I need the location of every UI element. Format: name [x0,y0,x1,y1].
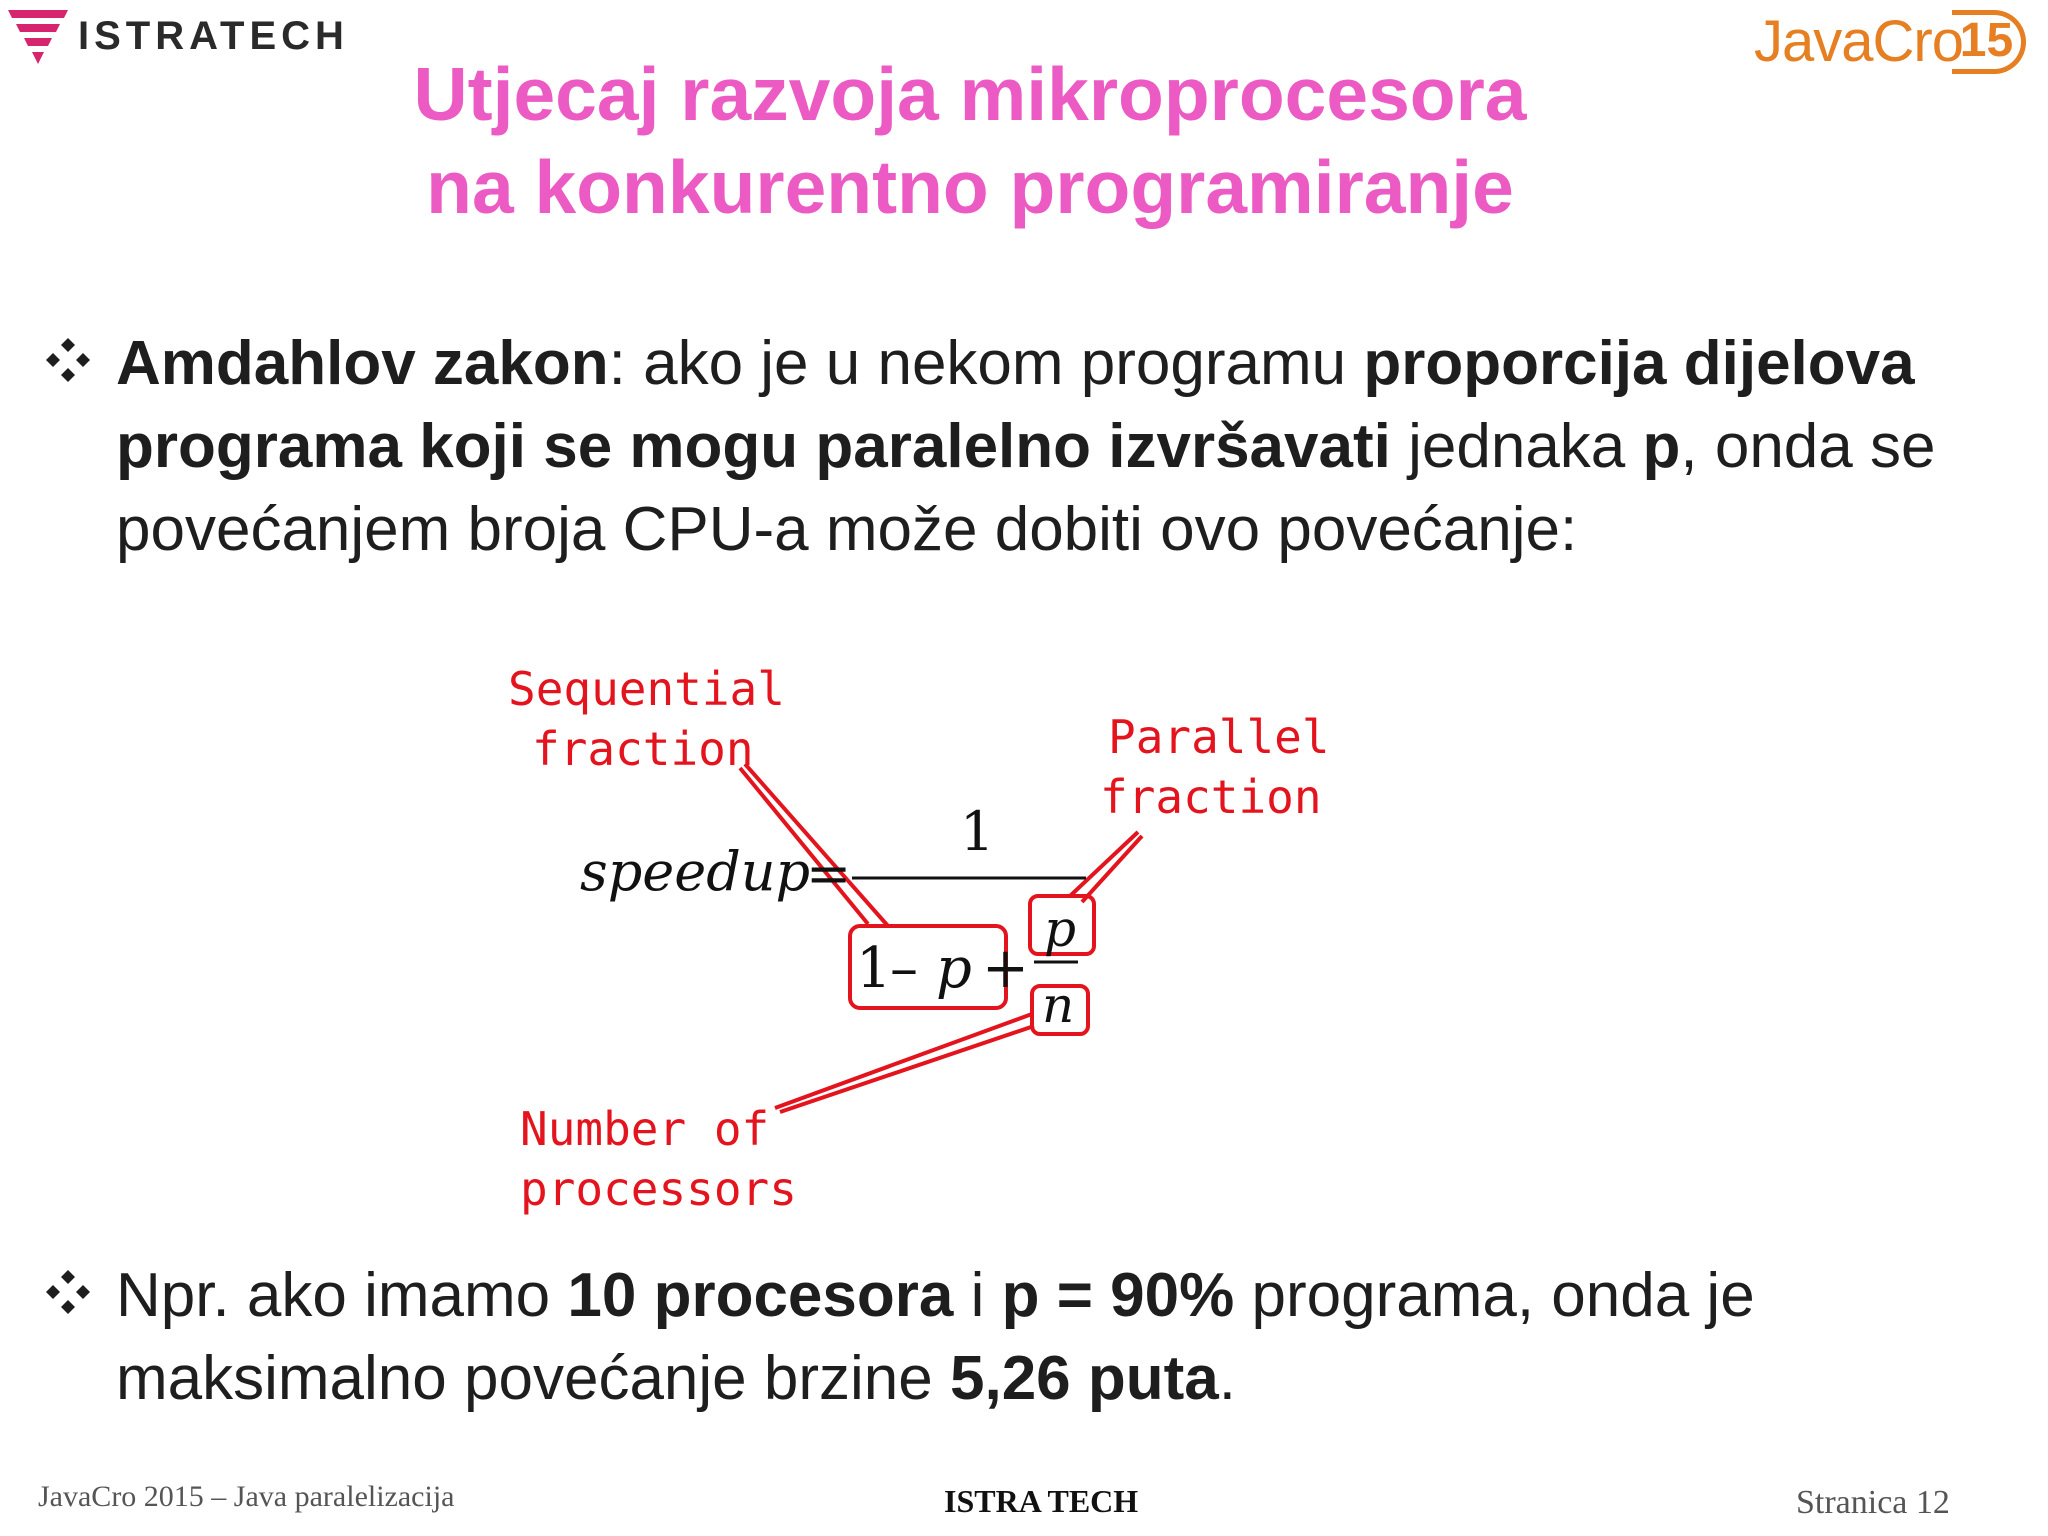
footer-center: ISTRA TECH [944,1483,1139,1519]
slide-title [330,48,1610,234]
annotation-sequential-line2: fraction [532,722,754,776]
term-p-value: p = 90% [1001,1261,1235,1330]
javacro-logo-badge: 15 [1952,10,2026,74]
formula-speedup: speedup [580,840,811,903]
callout-processors-line-b [780,1026,1034,1112]
diamond-bullet-icon [44,336,92,384]
page-number: Stranica 12 [1796,1484,1950,1521]
formula-frac-denominator: n [1042,976,1075,1034]
slide-title-line1: Utjecaj razvoja mikroprocesora [413,52,1527,136]
slide-title-line2: na konkurentno programiranje [426,145,1514,229]
formula-p: p [936,936,972,1001]
annotation-sequential-line1: Sequential [508,662,785,716]
callout-parallel-line-b [1082,836,1142,902]
amdahl-formula-figure [500,650,1340,1230]
annotation-parallel-line1: Parallel [1108,710,1330,764]
callout-parallel-line-a [1070,832,1138,896]
javacro-logo [1740,6,2040,76]
amdahl-formula-diagram [500,650,1340,1230]
callout-processors-line-a [775,1014,1032,1108]
term-processors: 10 procesora [567,1261,954,1330]
javacro-logo-text: JavaCro [1754,9,1963,74]
footer-left: JavaCro 2015 – Java paralelizacija [38,1480,455,1513]
bullet-example-text: Npr. ako imamo 10 procesora i p = 90% programa, onda je maksimalno povećanje brzine 5,26 puta. [116,1261,1755,1413]
istratech-logo-text: ISTRATECH [78,14,349,58]
bullet-amdahl-text: Amdahlov zakon: ako je u nekom programu proporcija dijelova programa koji se mogu paralelno izvršavati jednaka p, onda se povećanjem broja CPU-a može dobiti ovo povećanje: [116,329,1936,564]
formula-term-one: 1 [856,936,892,1001]
formula-minus: – [890,936,918,1001]
term-proportion: proporcija dijelova programa koji se mogu paralelno izvršavati [116,329,1915,481]
formula-frac-numerator: p [1044,900,1077,958]
formula-numerator: 1 [960,800,995,863]
annotation-processors-line2: processors [520,1162,797,1216]
formula-equals: = [806,842,852,905]
diamond-bullet-icon [44,1268,92,1316]
istratech-logo-icon [6,6,72,70]
formula-plus: + [982,936,1029,1001]
istratech-logo [0,0,360,80]
term-p: p [1642,412,1681,481]
term-amdahl: Amdahlov zakon [116,329,609,398]
annotation-parallel-line2: fraction [1100,770,1322,824]
annotation-processors-line1: Number of [520,1102,770,1156]
term-speedup-result: 5,26 puta [949,1344,1219,1413]
